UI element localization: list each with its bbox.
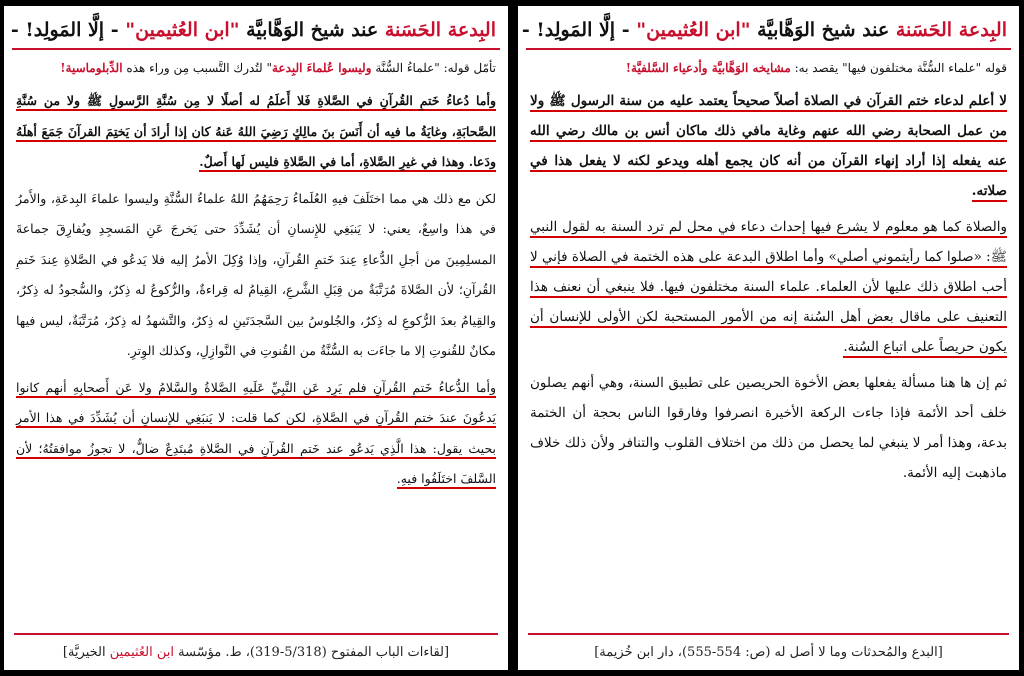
document-panel-left	[4, 6, 508, 670]
paragraph-3	[530, 368, 1007, 488]
source-name: ابن العُثيمين	[109, 645, 175, 660]
note-highlight: مشايخه الوَهَّابيَّة وأدعياء السَّلفيَّة!	[625, 61, 791, 75]
title-divider	[12, 48, 500, 50]
paragraph-1	[530, 86, 1007, 206]
paragraph-1	[16, 86, 496, 178]
source-citation	[14, 633, 498, 660]
source-text: [البدع والمُحدثات وما لا أصل له (ص: 554-555)، دار ابن خُزيمة]	[594, 645, 943, 660]
panel-title	[10, 16, 496, 44]
title-red-part: البِدعة الحَسَنة	[895, 19, 1007, 41]
paragraph-1-text: وأما دُعاءُ خَتمِ القُرآنِ في الصَّلاةِ فَلا أَعلَمُ له أصلًا لا مِن سُنَّةِ الرَّسولِ ﷺ ولا من سُنَّةِ الصَّحابَةِ، وغايَةُ ما فيه أن أَنَسَ بنَ مالِكٍ رَضِيَ اللهُ عَنهُ كان إذا أرادَ أن يَختِمَ القرآنَ جَمَعَ أهلَهُ ودَعا. وهذا في غيرِ الصَّلاةِ، أما في الصَّلاةِ فليس لَها أَصلٌ.	[16, 93, 496, 172]
note-highlight-2: الدِّبلوماسية!	[60, 61, 123, 75]
paragraph-2-text: والصلاة كما هو معلوم لا يشرع فيها إحداث دعاء في محل لم ترد السنة به لقول النبي ﷺ: «صلوا كما رأيتموني أصلي» وأما اطلاق البدعة على هذه الختمة في الصلاة فإني لا أحب اطلاق ذلك عليها لأن العلماء. علماء السنة مختلفون فيها. فلا ينبغي أن نعنف هذا التعنيف على ماقال بعض أهل السُنة إنه من الأمور المستحبة لكن الأولى للإنسان أن يكون حريصاً على اتباع السُنة.	[530, 219, 1007, 358]
source-suffix: الخيريَّة]	[62, 645, 110, 660]
paragraph-2	[16, 184, 496, 367]
note-middle: " لتُدرك التَّسبب مِن وراء هذه	[122, 61, 272, 75]
title-name: "ابن العُثيمين"	[636, 19, 751, 41]
title-name: "ابن العُثيمين"	[125, 19, 240, 41]
title-divider	[526, 48, 1011, 50]
source-citation	[528, 633, 1009, 660]
paragraph-3-text: ثم إن ها هنا مسألة يفعلها بعض الأخوة الحريصين على تطبيق السنة، وهي أنهم يصلون خلف أحد الأئمة فإذا جاءت الركعة الأخيرة انصرفوا وفارقوا الناس بحجة أن الختمة بدعة، وهذا أمر لا ينبغي لما يحصل من ذلك من اختلاف القلوب والتنافر ولأن ذلك خلاف ماذهبت إليه الأئمة.	[530, 375, 1007, 481]
paragraph-2-text: لكن مع ذلك هي مما اختَلَفَ فيهِ العُلَماءُ رَحِمَهُمُ اللهُ علماءُ السُّنَّةِ وليسوا علماءَ البِدعَةِ، والأَمرُ في هذا واسِعٌ، يعني: لا يَنبَغِي للإِنسانِ أن يُشَدِّدَ حتى يَخرجَ عَنِ المَسجِدِ ويُفارِقَ جماعةَ المسلِمِينَ من أجلِ الدُّعاءِ عِندَ خَتمِ القُرآنِ، وإذا وُكِلَ الأمرُ إليه فلا يَدعُو في الصَّلاةِ عِندَ خَتمِ القُرآنِ؛ لأن الصَّلاةَ مُرَتَّبَةٌ من قِبَلِ الشَّرعِ، القِيامُ له قِراءةٌ، والرُّكوعُ له ذِكرٌ، والسُّجودُ له ذِكرٌ، والقِيامُ بعدَ الرُّكوعِ له ذِكرٌ، والجُلوسُ بين السَّجدَتَينِ له ذِكرٌ، والتَّشهدُ له ذِكرٌ، مُرَتَّبَةٌ، ليس فيها مكانٌ للقُنوتِ إلا ما جاءَت به السُّنَّةُ من القُنوتِ في النَّوازِلِ، وكذلك الوِترِ.	[16, 190, 496, 358]
source-prefix: [لقاءات الباب المفتوح (5/318-319)، ط. مؤسّسة	[174, 645, 450, 660]
title-red-part: البِدعة الحَسَنة	[384, 19, 496, 41]
note-prefix: تأمّل قوله: "علماءُ السُّنَّة	[371, 61, 496, 75]
panel-title	[521, 16, 1007, 44]
title-tail: - إلَّا المَولِد! -	[10, 19, 126, 41]
paragraph-3-text: وأما الدُّعاءُ خَتمِ القُرآنِ فلم يَرِد عَنِ النَّبِيِّ عَلَيهِ الصَّلاةُ والسَّلامُ ولا عَن أَصحابِهِ أنهم كانوا يَدعُونَ عندَ ختمِ القُرآنِ في الصَّلاةِ، لكن كما قلت: لا يَنبَغِي للإِنسانِ أن يُشَدِّدَ في هذا الأمرِ بحيث يقول: هذا الَّذِي يَدعُو عند خَتمِ القُرآنِ في الصَّلاةِ مُبتَدِعٌ ضالٌّ، لا تجوزُ موافقتُهُ؛ لأن السَّلفَ اختَلَفُوا فيهِ.	[16, 380, 496, 490]
document-panel-right	[518, 6, 1019, 670]
paragraph-3	[16, 373, 496, 495]
title-middle: عند شيخ الوَهَّابيَّة	[239, 19, 385, 41]
title-middle: عند شيخ الوَهَّابيَّة	[750, 19, 896, 41]
editor-note	[16, 58, 496, 78]
note-prefix: قوله "علماء السُّنَّة مختلفون فيها" يقصد به:	[790, 61, 1007, 75]
title-tail: - إلَّا المَولِد! -	[521, 19, 637, 41]
paragraph-2	[530, 212, 1007, 362]
paragraph-1-text: لا أعلم لدعاء ختم القرآن في الصلاة أصلاً صحيحاً يعتمد عليه من سنة الرسول ﷺ ولا من عمل الصحابة رضي الله عنهم وغاية مافي ذلك ماكان أنس بن مالك رضي الله عنه يفعله إذا أراد إنهاء القرآن من أنه كان يجمع أهله ويدعو لكنه لا يفعل هذا في صلاته.	[530, 93, 1007, 202]
note-highlight: وليسوا عُلماءَ البِدعة	[271, 61, 372, 75]
editor-note	[530, 58, 1007, 78]
